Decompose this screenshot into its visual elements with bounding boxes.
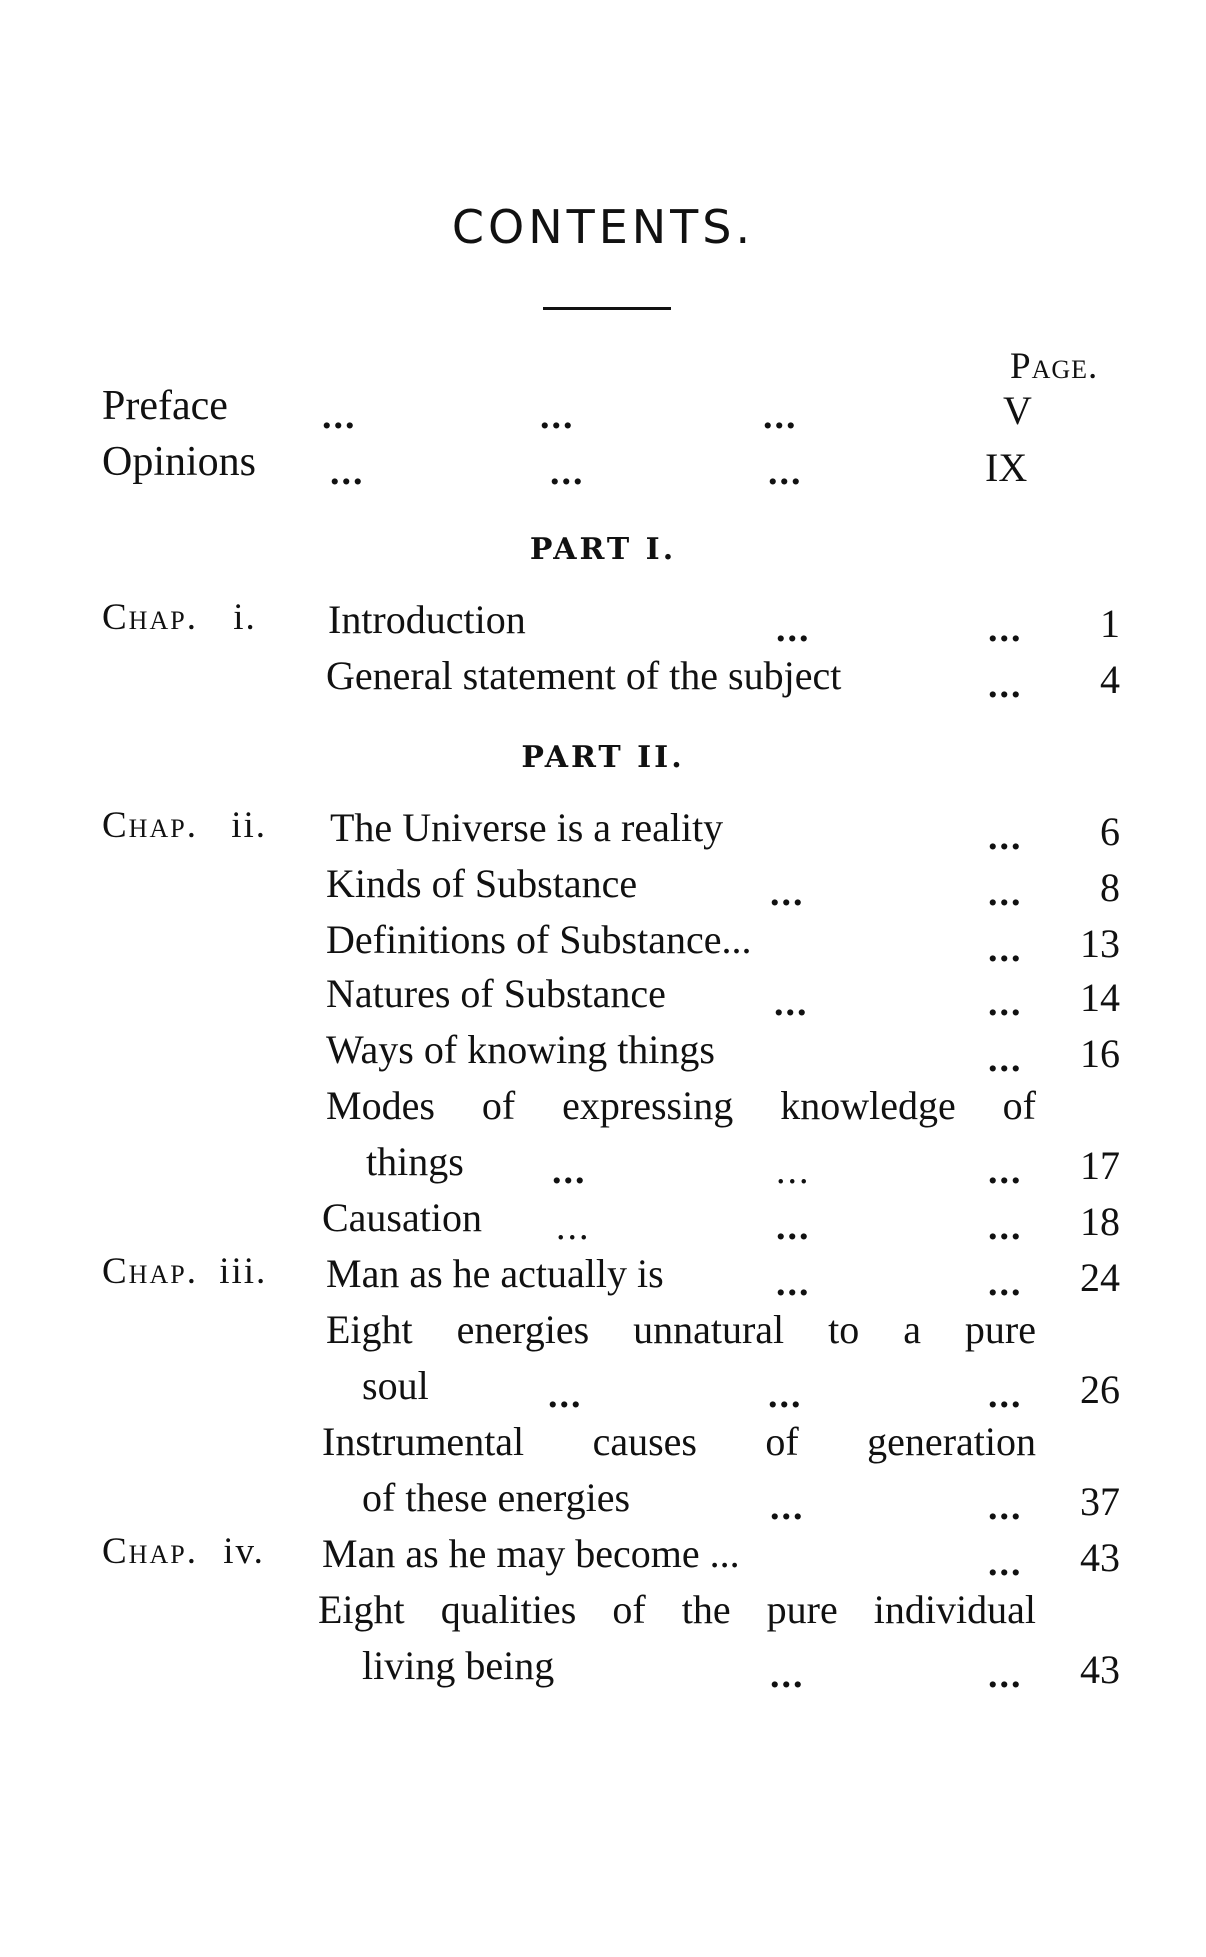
leader-dots: ... — [988, 1150, 1023, 1192]
leader-dots: ... — [988, 982, 1023, 1024]
leader-dots: ... — [322, 395, 357, 437]
leader-dots: ... — [548, 1374, 583, 1416]
leader-dots: ... — [768, 451, 803, 493]
toc-entry-page: 24 — [1080, 1255, 1120, 1300]
leader-dots: ... — [552, 1150, 587, 1192]
toc-entry-title: Causation — [322, 1195, 482, 1240]
toc-entry-title: Kinds of Substance — [326, 861, 638, 906]
toc-entry-title: Instrumental causes of generation — [322, 1419, 1036, 1464]
leader-dots: ... — [763, 395, 798, 437]
leader-dots: ... — [988, 1542, 1023, 1584]
leader-dots: ... — [770, 1654, 805, 1696]
leader-dots: ... — [988, 1486, 1023, 1528]
part-heading: PART I. — [529, 532, 677, 567]
leader-dots: ... — [768, 1374, 803, 1416]
toc-entry-title-continued: things — [366, 1139, 464, 1184]
toc-entry-preface-label: Preface — [102, 383, 228, 429]
toc-entry-title-continued: of these energies — [362, 1475, 631, 1520]
leader-dots: ... — [540, 395, 575, 437]
leader-dots: ... — [774, 982, 809, 1024]
leader-dots: ... — [988, 608, 1023, 650]
toc-entry-title: Definitions of Substance... — [326, 917, 752, 962]
leader-dots: ... — [776, 1150, 811, 1192]
leader-dots: ... — [550, 451, 585, 493]
toc-entry-page: 14 — [1080, 975, 1120, 1020]
leader-dots: ... — [988, 1654, 1023, 1696]
toc-entry-title: General statement of the subject — [326, 653, 842, 698]
toc-entry-page: 18 — [1080, 1199, 1120, 1244]
toc-entry-title: Eight qualities of the pure individual — [318, 1587, 1036, 1632]
part-heading: PART II. — [521, 740, 685, 775]
chapter-number: ii. — [231, 805, 268, 846]
toc-entry-title: The Universe is a reality — [330, 805, 724, 850]
leader-dots: ... — [770, 1486, 805, 1528]
chapter-label — [102, 804, 267, 847]
toc-entry-page: 13 — [1080, 921, 1120, 966]
toc-entry-page: 43 — [1080, 1647, 1120, 1692]
toc-entry-title: Ways of knowing things — [326, 1027, 715, 1072]
toc-entry-page: 6 — [1100, 809, 1120, 854]
title-rule — [543, 307, 671, 310]
leader-dots: ... — [776, 1206, 811, 1248]
toc-entry-opinions-label: Opinions — [102, 439, 257, 485]
leader-dots: ... — [776, 608, 811, 650]
toc-entry-opinions-page: IX — [985, 445, 1028, 490]
page-title: CONTENTS. — [451, 200, 755, 254]
leader-dots: ... — [770, 872, 805, 914]
toc-entry-page: 1 — [1100, 601, 1120, 646]
toc-entry-page: 8 — [1100, 865, 1120, 910]
toc-entry-title: Introduction — [328, 597, 526, 642]
leader-dots: ... — [776, 1262, 811, 1304]
chapter-word: Chap. — [102, 1251, 198, 1292]
toc-entry-preface-page: V — [1003, 388, 1032, 433]
toc-entry-title-continued: living being — [362, 1643, 555, 1688]
toc-entry-page: 26 — [1080, 1367, 1120, 1412]
chapter-label — [102, 1250, 267, 1293]
chapter-label — [102, 596, 257, 639]
chapter-word: Chap. — [102, 597, 198, 638]
leader-dots: ... — [988, 872, 1023, 914]
chapter-number: iv. — [223, 1531, 265, 1572]
leader-dots: ... — [556, 1206, 591, 1248]
leader-dots: ... — [330, 451, 365, 493]
chapter-label — [102, 1530, 265, 1573]
chapter-word: Chap. — [102, 805, 198, 846]
toc-entry-page: 4 — [1100, 657, 1120, 702]
toc-entry-page: 16 — [1080, 1031, 1120, 1076]
chapter-number: i. — [233, 597, 257, 638]
leader-dots: ... — [988, 1262, 1023, 1304]
toc-entry-title: Natures of Substance — [326, 971, 666, 1016]
toc-entry-page: 37 — [1080, 1479, 1120, 1524]
leader-dots: ... — [988, 1038, 1023, 1080]
chapter-number: iii. — [219, 1251, 268, 1292]
leader-dots: ... — [988, 816, 1023, 858]
chapter-word: Chap. — [102, 1531, 198, 1572]
toc-entry-title: Man as he actually is — [326, 1251, 664, 1296]
toc-entry-title: Modes of expressing knowledge of — [326, 1083, 1036, 1128]
page-column-header: Page. — [1010, 346, 1099, 387]
toc-entry-title-continued: soul — [362, 1363, 429, 1408]
leader-dots: ... — [988, 664, 1023, 706]
toc-entry-page: 17 — [1080, 1143, 1120, 1188]
toc-entry-title: Man as he may become ... — [322, 1531, 740, 1576]
leader-dots: ... — [988, 1206, 1023, 1248]
leader-dots: ... — [988, 1374, 1023, 1416]
leader-dots: ... — [988, 928, 1023, 970]
toc-entry-page: 43 — [1080, 1535, 1120, 1580]
toc-entry-title: Eight energies unnatural to a pure — [326, 1307, 1036, 1352]
